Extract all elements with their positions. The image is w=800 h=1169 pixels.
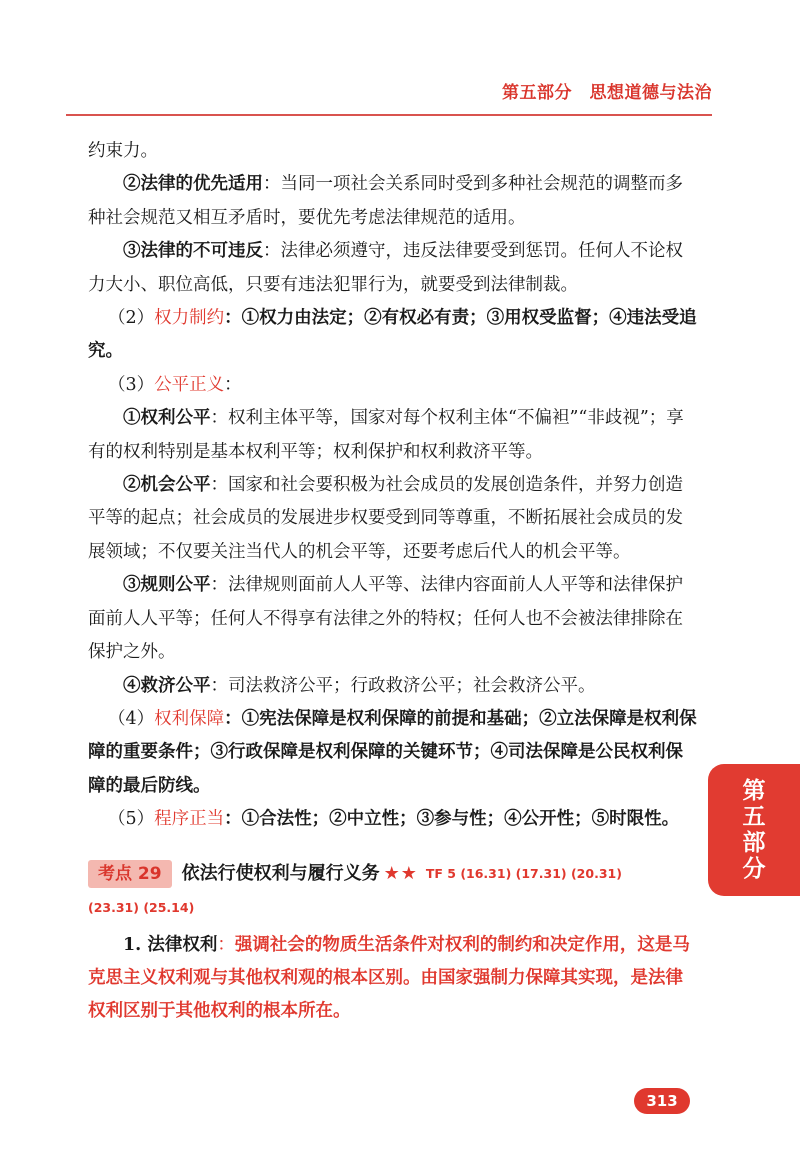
paragraph-priority-application: [88, 168, 698, 235]
item-heading: 程序正当: [154, 809, 225, 830]
item-colon: ：: [224, 374, 242, 395]
paragraph-rights-fairness: [88, 402, 698, 469]
section-side-tab: [708, 764, 800, 896]
item-heading: 权力制约: [154, 308, 225, 329]
term-label: ①权利公平: [123, 408, 211, 429]
item-number: （4）: [108, 708, 155, 729]
term-text: ：法律必须遵守，违反法律要受到惩罚。任何人不论权力大小、职位高低，只要有违法犯罪行为，就要受到法律制裁。: [88, 241, 683, 295]
paragraph-power-restraint: [88, 302, 698, 369]
star-rating-icon: ★★: [383, 862, 418, 884]
item-number: （5）: [108, 809, 155, 830]
header-title: 第五部分 思想道德与法治: [502, 83, 712, 103]
term-label: ③规则公平: [123, 575, 211, 596]
term-label: ②法律的优先适用: [123, 174, 263, 195]
item-heading: 权利保障: [154, 708, 225, 729]
paragraph-rule-fairness: [88, 569, 698, 669]
term-text: ：法律规则面前人人平等、法律内容面前人人平等和法律保护面前人人平等；任何人不得享有法律之外的特权；任何人也不会被法律排除在保护之外。: [88, 575, 683, 663]
page-content: [88, 135, 698, 1029]
paragraph-opportunity-fairness: [88, 469, 698, 569]
term-text: ：当同一项社会关系同时受到多种社会规范的调整而多种社会规范又相互矛盾时，要优先考虑法律规范的适用。: [88, 174, 683, 228]
term-label: 1. 法律权利: [123, 934, 218, 955]
term-label: ③法律的不可违反: [123, 241, 263, 262]
item-number: （2）: [108, 308, 155, 329]
term-colon: ：: [217, 934, 235, 955]
page-number: 313: [634, 1088, 690, 1114]
item-text: ：①权力由法定；②有权必有责；③用权受监督；④违法受追究。: [88, 308, 697, 362]
item-heading: 公平正义: [154, 374, 225, 395]
paragraph-rights-guarantee: [88, 703, 698, 803]
exam-point-badge: 考点 29: [88, 860, 172, 888]
item-text: ：①宪法保障是权利保障的前提和基础；②立法保障是权利保障的重要条件；③行政保障是权利保障的关键环节；④司法保障是公民权利保障的最后防线。: [88, 708, 697, 796]
paragraph-continuation: 约束力。: [88, 141, 158, 161]
exam-point-heading: [88, 859, 698, 889]
term-text: ：国家和社会要积极为社会成员的发展创造条件，并努力创造平等的起点；社会成员的发展进步权要受到同等尊重，不断拓展社会成员的发展领域；不仅要关注当代人的机会平等，还要考虑后代人的机会平等。: [88, 475, 683, 562]
exam-frequency: TF 5 (16.31) (17.31) (20.31): [425, 865, 622, 881]
term-label: ④救济公平: [123, 675, 211, 696]
exam-point-title: 依法行使权利与履行义务: [181, 862, 380, 884]
running-header: [66, 78, 712, 116]
item-number: （3）: [108, 374, 155, 395]
term-text: ：司法救济公平；行政救济公平；社会救济公平。: [210, 675, 596, 696]
exam-frequency-continued: (23.31) (25.14): [88, 899, 195, 915]
term-label: ②机会公平: [123, 475, 211, 496]
paragraph-inviolability: [88, 235, 698, 302]
item-text: ：①合法性；②中立性；③参与性；④公开性；⑤时限性。: [224, 809, 680, 830]
term-text: ：权利主体平等，国家对每个权利主体“不偏袒”“非歧视”；享有的权利特别是基本权利平等；权利保护和权利救济平等。: [88, 408, 684, 462]
section-tab-label: 第五部分: [742, 778, 766, 882]
paragraph-remedy-fairness: [88, 670, 698, 703]
paragraph-due-process: [88, 803, 698, 836]
term-text: 强调社会的物质生活条件对权利的制约和决定作用，这是马克思主义权利观与其他权利观的根本区别。由国家强制力保障其实现，是法律权利区别于其他权利的根本所在。: [88, 934, 690, 1022]
paragraph-fairness-heading: [88, 369, 698, 402]
paragraph-legal-rights: [88, 929, 698, 1029]
